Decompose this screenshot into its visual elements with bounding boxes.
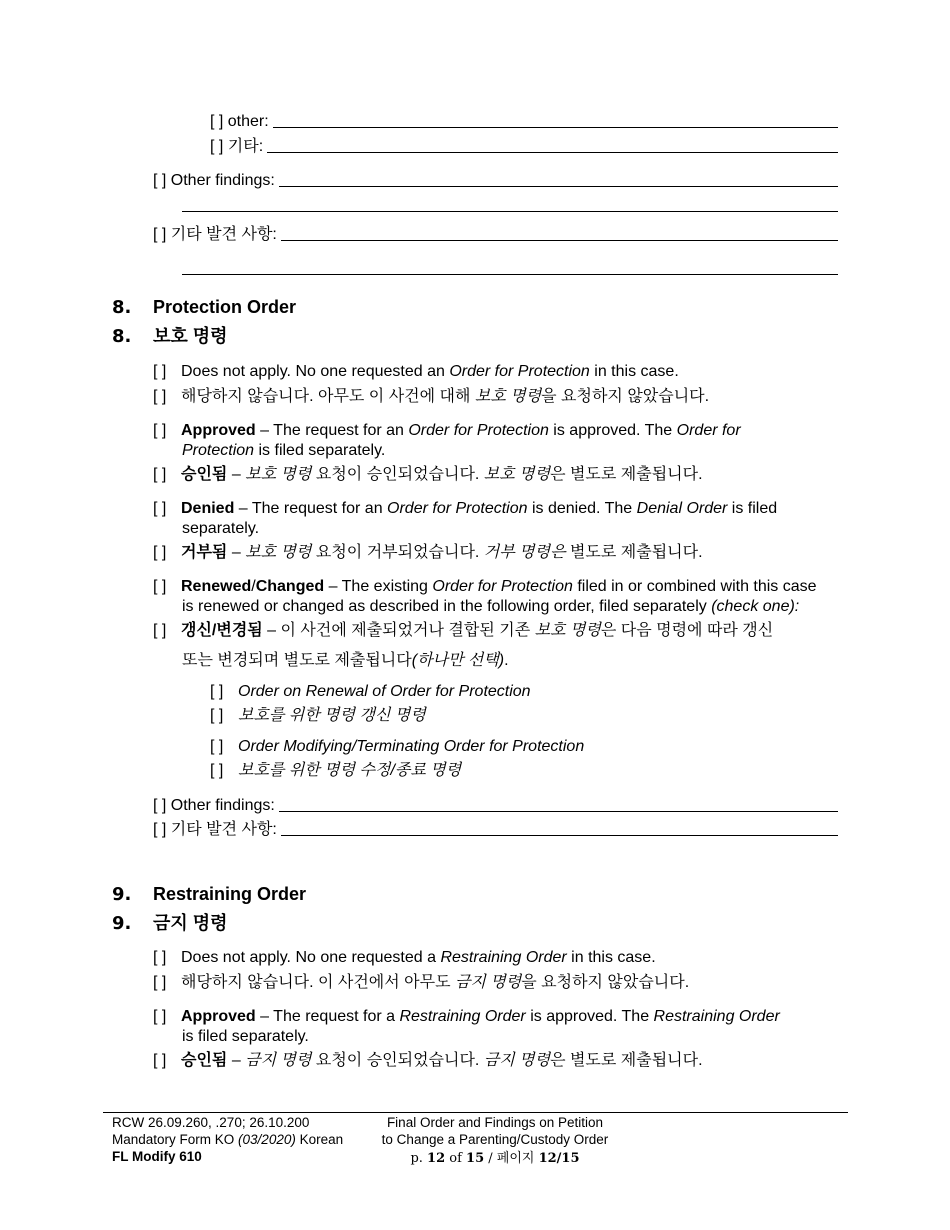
section-8-title-en: Protection Order bbox=[153, 297, 297, 317]
footer-page: p. 12 of 15 / 페이지 12/15 bbox=[410, 1150, 580, 1166]
s8-approved-en-cont: Protection is filed separately. bbox=[182, 442, 386, 459]
s8-approved-en-checkbox[interactable]: [ ] bbox=[153, 422, 167, 439]
top-other-findings-label-ko: [ ] 기타 발견 사항: bbox=[153, 226, 277, 243]
s8-renewed-en-cont: is renewed or changed as described in the following order, filed separately (check one): bbox=[182, 598, 800, 615]
s8-other-findings-label-en: [ ] Other findings: bbox=[153, 797, 275, 814]
s8-dna-ko: [ ] 해당하지 않습니다. 아무도 이 사건에 대해 보호 명령을 요청하지 않았습니다. bbox=[153, 388, 710, 405]
top-other-findings-ko bbox=[153, 225, 838, 244]
s8-renewed-ko-cont: 또는 변경되며 별도로 제출됩니다(하나만 선택). bbox=[182, 652, 509, 669]
s8-renewed-ko: [ ] 갱신/변경됨 – 이 사건에 제출되었거나 결합된 기존 보호 명령은 다음 명령에 따라 갱신 bbox=[153, 622, 774, 639]
s9-dna-ko: [ ] 해당하지 않습니다. 이 사건에서 아무도 금지 명령을 요청하지 않았습니다. bbox=[153, 974, 690, 991]
footer-title-2: to Change a Parenting/Custody Order bbox=[381, 1131, 609, 1147]
s8-other-findings-ko bbox=[153, 820, 838, 839]
s8-approved-en: [ ] Approved – The request for an Order for Protection is approved. The Order for bbox=[153, 422, 741, 439]
s9-approved-ko: [ ] 승인됨 – 금지 명령 요청이 승인되었습니다. 금지 명령은 별도로 제출됩니다. bbox=[153, 1052, 703, 1069]
other-line-ko bbox=[210, 137, 838, 156]
s8-other-findings-blank-ko[interactable] bbox=[281, 835, 838, 836]
top-other-findings-en bbox=[153, 171, 838, 190]
s8-denied-en-cont: separately. bbox=[182, 520, 260, 537]
s8-renewed-en: [ ] Renewed/Changed – The existing Order for Protection filed in or combined with this case bbox=[153, 578, 817, 595]
footer-left bbox=[112, 1115, 343, 1166]
section-9-title-en: Restraining Order bbox=[153, 884, 307, 904]
s8-opt1-ko-checkbox[interactable]: [ ] bbox=[210, 707, 224, 724]
s8-opt2-en: [ ] Order Modifying/Terminating Order for Protection bbox=[210, 738, 585, 755]
s8-denied-ko: [ ] 거부됨 – 보호 명령 요청이 거부되었습니다. 거부 명령은 별도로 제출됩니다. bbox=[153, 544, 703, 561]
other-blank-ko[interactable] bbox=[267, 152, 838, 153]
s8-opt1-en-checkbox[interactable]: [ ] bbox=[210, 683, 224, 700]
other-blank-en[interactable] bbox=[273, 127, 838, 128]
top-other-findings-label-en: [ ] Other findings: bbox=[153, 172, 275, 189]
footer-rule bbox=[103, 1112, 848, 1113]
s8-approved-ko-checkbox[interactable]: [ ] bbox=[153, 466, 167, 483]
s9-approved-en-cont: is filed separately. bbox=[182, 1028, 309, 1045]
section-9-title-ko: 금지 명령 bbox=[153, 913, 228, 933]
s8-renewed-en-checkbox[interactable]: [ ] bbox=[153, 578, 167, 595]
s8-other-findings-en bbox=[153, 796, 838, 815]
section-8-title-ko: 보호 명령 bbox=[153, 326, 228, 346]
s8-denied-en: [ ] Denied – The request for an Order for Protection is denied. The Denial Order is filed bbox=[153, 500, 778, 517]
top-other-findings-blank-en[interactable] bbox=[279, 186, 838, 187]
footer-form-id: FL Modify 610 bbox=[112, 1148, 202, 1164]
footer-title-1: Final Order and Findings on Petition bbox=[386, 1115, 604, 1130]
s8-other-findings-blank-en[interactable] bbox=[279, 811, 838, 812]
s9-approved-ko-checkbox[interactable]: [ ] bbox=[153, 1052, 167, 1069]
s8-dna-en-checkbox[interactable]: [ ] bbox=[153, 363, 167, 380]
footer-center bbox=[370, 1115, 620, 1167]
top-other-findings-blank-ko-2[interactable] bbox=[182, 274, 838, 275]
s8-opt2-ko-checkbox[interactable]: [ ] bbox=[210, 762, 224, 779]
section-8-number-en: 8. bbox=[112, 297, 132, 318]
s9-dna-ko-checkbox[interactable]: [ ] bbox=[153, 974, 167, 991]
other-line-en bbox=[210, 112, 838, 131]
section-9-number-ko: 9. bbox=[112, 913, 132, 934]
top-other-findings-blank-ko[interactable] bbox=[281, 240, 838, 241]
s9-approved-en-checkbox[interactable]: [ ] bbox=[153, 1008, 167, 1025]
top-other-findings-blank-en-2[interactable] bbox=[182, 211, 838, 212]
s8-dna-en: [ ] Does not apply. No one requested an Order for Protection in this case. bbox=[153, 363, 679, 380]
section-8-number-ko: 8. bbox=[112, 326, 132, 347]
s9-dna-en-checkbox[interactable]: [ ] bbox=[153, 949, 167, 966]
s8-denied-en-checkbox[interactable]: [ ] bbox=[153, 500, 167, 517]
s8-dna-ko-checkbox[interactable]: [ ] bbox=[153, 388, 167, 405]
s9-dna-en: [ ] Does not apply. No one requested a Restraining Order in this case. bbox=[153, 949, 656, 966]
other-label-ko: [ ] 기타: bbox=[210, 138, 264, 155]
s8-opt1-en: [ ] Order on Renewal of Order for Protection bbox=[210, 683, 531, 700]
footer-rcw: RCW 26.09.260, .270; 26.10.200 bbox=[112, 1115, 310, 1130]
s8-approved-ko: [ ] 승인됨 – 보호 명령 요청이 승인되었습니다. 보호 명령은 별도로 제출됩니다. bbox=[153, 466, 703, 483]
footer-mandatory: Mandatory Form KO (03/2020) Korean bbox=[112, 1131, 344, 1147]
s8-renewed-ko-checkbox[interactable]: [ ] bbox=[153, 622, 167, 639]
s9-approved-en: [ ] Approved – The request for a Restraining Order is approved. The Restraining Order bbox=[153, 1008, 780, 1025]
s8-denied-ko-checkbox[interactable]: [ ] bbox=[153, 544, 167, 561]
section-9-number-en: 9. bbox=[112, 884, 132, 905]
s8-opt2-en-checkbox[interactable]: [ ] bbox=[210, 738, 224, 755]
other-label-en: [ ] other: bbox=[210, 113, 269, 130]
s8-opt2-ko: [ ] 보호를 위한 명령 수정/종료 명령 bbox=[210, 762, 462, 779]
s8-opt1-ko: [ ] 보호를 위한 명령 갱신 명령 bbox=[210, 707, 426, 724]
s8-other-findings-label-ko: [ ] 기타 발견 사항: bbox=[153, 821, 277, 838]
